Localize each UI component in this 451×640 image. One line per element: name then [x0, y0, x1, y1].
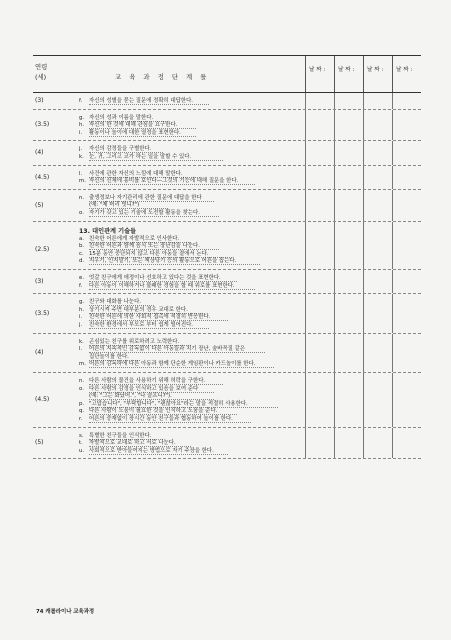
skill-group [33, 166, 421, 190]
col-divider [392, 222, 393, 269]
col-divider [363, 294, 364, 332]
age-label: (4.5) [35, 396, 50, 404]
item-letter: g. [79, 299, 85, 306]
item-text: 다른 사람의 감정을 인식하고 있음을 보여 준다 [89, 385, 199, 392]
col-divider [334, 190, 335, 221]
item-text: 다른 사람의 물건을 사용하기 위해 허락을 구한다. [89, 378, 206, 384]
col-divider [305, 190, 306, 221]
item-underline [89, 104, 209, 105]
item-text: 15분 동안 중단되지 않고 다른 아동들 곁에서 논다. [89, 250, 209, 257]
age-label: (2.5) [35, 246, 50, 254]
skill-group [33, 428, 421, 460]
date-label-3: 날 짜 : [367, 67, 384, 73]
item-text: 눈, 귀, 그리고 코가 하는 일을 말할 수 있다. [89, 153, 192, 160]
item-text: 자기가 갖고 있는 기술에 도전할 활동을 찾는다. [89, 209, 200, 216]
table-header [33, 55, 421, 93]
col-divider [305, 294, 306, 332]
col-divider [305, 93, 306, 109]
item-text: 다른 아동이 이해하거나 불쾌한 경험을 할 때 위로를 표현한다. [89, 282, 235, 289]
item-letter: i. [79, 129, 83, 136]
item-text: 상기시켜 주면 대부분의 경우 교대로 한다. [89, 306, 188, 313]
item-underline [89, 289, 255, 290]
col-divider [392, 373, 393, 427]
col-divider [305, 270, 306, 293]
skill-group [33, 270, 421, 294]
item-letter: m. [79, 178, 86, 185]
item-letter: p. [79, 400, 85, 407]
item-letter: f. [79, 98, 83, 104]
col-divider [363, 428, 364, 459]
item-text: 사건에 관한 자신의 느낌에 대해 말한다. [89, 170, 183, 177]
item-underline [89, 136, 196, 137]
age-label: (5) [35, 201, 44, 209]
item-text: 자발적으로 교대로 하고 서로 나눈다. [89, 440, 176, 447]
col-divider [363, 56, 364, 92]
item-text: 곤심있는 친구를 위로하려고 노력한다. [89, 338, 180, 345]
col-divider [305, 334, 306, 372]
col-divider [392, 270, 393, 293]
age-label: (3) [35, 278, 44, 286]
item-text: 지우기, 인지말기, 또는 책상닦기 등의 활동으로 어른을 돕는다. [89, 258, 237, 265]
item-letter: j. [79, 321, 83, 328]
item-letter: b. [79, 243, 85, 250]
item-letter: n. [79, 194, 85, 201]
item-text: "고맙습니다", "부탁합니다", "괜찮아요"라는 말을 적절히 사용한다. [89, 400, 248, 407]
item-letter: s. [79, 432, 84, 439]
item-underline [89, 422, 251, 423]
col-divider [334, 93, 335, 109]
col-divider [334, 334, 335, 372]
col-divider [305, 141, 306, 164]
item-letter: a. [79, 235, 85, 242]
age-header-unit: (세) [35, 73, 47, 81]
item-letter: t. [79, 440, 83, 447]
date-label-4: 날 짜 : [396, 67, 413, 73]
col-divider [363, 373, 364, 427]
item-letter: q. [79, 408, 85, 415]
col-divider [392, 166, 393, 189]
col-divider [334, 270, 335, 293]
item-text: 친숙한 어른에게 자발적으로 인사한다. [89, 235, 180, 242]
col-divider [392, 294, 393, 332]
col-divider [363, 166, 364, 189]
col-divider [392, 141, 393, 164]
item-text: (예: "제 머리 빗니?") [89, 202, 140, 209]
item-text: (예: "그는 화났어.", "나 슬프니?"). [89, 393, 172, 400]
item-text: 활동이나 놀이에 대한 열정을 표현한다. [89, 129, 181, 136]
item-underline [89, 454, 228, 455]
col-divider [363, 334, 364, 372]
col-divider [334, 110, 335, 141]
skill-group [33, 93, 421, 110]
col-divider [363, 222, 364, 269]
item-text: 사회적으로 받아들여지는 방법으로 자기 주장을 한다. [89, 447, 214, 454]
col-divider [392, 334, 393, 372]
col-divider [305, 428, 306, 459]
col-divider [392, 93, 393, 109]
item-letter: d. [79, 258, 85, 265]
item-text: 다른 사람이 도움이 필요한 것을 인식하고 도움을 준다. [89, 408, 218, 415]
col-divider [334, 428, 335, 459]
item-letter: o. [79, 385, 84, 392]
item-letter: i. [79, 314, 83, 321]
date-label-2: 날 짜 : [338, 67, 355, 73]
item-underline [89, 367, 274, 368]
col-divider [334, 222, 335, 269]
col-divider [334, 141, 335, 164]
col-divider [392, 190, 393, 221]
item-letter: k. [79, 338, 84, 345]
item-letter: n. [79, 378, 85, 384]
item-letter: r. [79, 416, 83, 422]
item-text: 자신의 한 것에 대해 관심을 요구한다. [89, 122, 178, 129]
item-text: 어른의 감독하에 다른 아동과 함께 단순한 게임판이나 카드놀이를 한다. [89, 361, 256, 368]
age-label: (4.5) [35, 173, 50, 181]
section-title: 13. 대인관계 기술들 [79, 227, 137, 235]
skill-group [33, 294, 421, 333]
skill-group [33, 334, 421, 373]
item-underline [89, 216, 219, 217]
col-divider [305, 166, 306, 189]
skill-group [33, 110, 421, 142]
page-footer: 74 캐롤라이나 교육과정 [36, 609, 95, 615]
col-divider [305, 110, 306, 141]
item-text: 자신의 성과 이름을 말한다. [89, 114, 154, 121]
item-underline [89, 160, 223, 161]
item-text: 친숙한 어른과 함께 음식 또는 장난감을 나눈다. [89, 243, 200, 250]
col-divider [305, 222, 306, 269]
item-letter: e. [79, 275, 85, 281]
item-text: 자신의 성별을 묻는 질문에 정확히 대답한다. [89, 98, 194, 104]
item-text: 어른의 중재없이 장시간 동안 친구들과 협동하여 놀이를 한다. [89, 416, 233, 422]
item-letter: l. [79, 170, 83, 177]
item-letter: h. [79, 306, 85, 313]
skill-group [33, 222, 421, 270]
item-text: 자신의 신체에 흥미를 보인다—그것의 기능에 대해 질문을 한다. [89, 178, 239, 185]
col-divider [363, 141, 364, 164]
col-divider [334, 56, 335, 92]
item-letter: u. [79, 447, 85, 454]
item-letter: l. [79, 346, 83, 353]
skill-group [33, 190, 421, 222]
col-divider [392, 110, 393, 141]
item-text: 친숙한 어른에 의한 사회적 접촉에 적절히 반응한다. [89, 314, 211, 321]
item-text: 친숙한 환경에서 부모로 부터 쉽게 떨어진다. [89, 321, 194, 328]
col-divider [392, 428, 393, 459]
col-divider [363, 270, 364, 293]
item-letter: j. [79, 146, 83, 153]
age-header-label: 연령 [35, 63, 48, 71]
item-letter: g. [79, 114, 85, 121]
skill-group [33, 373, 421, 428]
col-divider [334, 373, 335, 427]
date-label-1: 날 짜 : [309, 67, 326, 73]
col-divider [392, 56, 393, 92]
item-underline [89, 264, 260, 265]
age-label: (5) [35, 439, 44, 447]
age-label: (3.5) [35, 309, 50, 317]
item-text: 자신의 감정들을 구별한다. [89, 146, 152, 153]
age-label: (3.5) [35, 121, 50, 129]
col-divider [363, 93, 364, 109]
item-underline [89, 328, 209, 329]
item-letter: h. [79, 122, 85, 129]
item-text: 출생정보나 자기관리에 관한 질문에 대답을 한다 [89, 194, 202, 201]
item-letter: o. [79, 209, 84, 216]
item-letter: m. [79, 361, 86, 368]
col-divider [334, 166, 335, 189]
age-header [35, 62, 47, 82]
item-letter: c. [79, 250, 84, 257]
skill-group [33, 141, 421, 165]
curriculum-page [33, 55, 421, 555]
item-letter: k. [79, 153, 84, 160]
item-text: 집단놀이를 한다. [89, 353, 129, 360]
age-label: (4) [35, 349, 44, 357]
curriculum-title: 교 육 과 정 단 계 틀 [115, 73, 210, 81]
col-divider [334, 294, 335, 332]
item-text: 특별한 친구들을 인식한다. [89, 432, 152, 439]
item-text: 어른의 지속적인 감독없이 다른 아동들과 치기 장난, 술바꼭질 같은 [89, 346, 246, 353]
item-letter: f. [79, 282, 83, 289]
col-divider [363, 110, 364, 141]
col-divider [305, 373, 306, 427]
col-divider [305, 56, 306, 92]
item-text: 친구와 대화를 나눈다. [89, 299, 142, 306]
age-label: (3) [35, 97, 44, 105]
age-label: (4) [35, 149, 44, 157]
item-underline [89, 184, 255, 185]
col-divider [363, 190, 364, 221]
item-text: 엇갈 친구에게 애정이나 선호하고 있다는 것을 표현한다. [89, 275, 221, 281]
